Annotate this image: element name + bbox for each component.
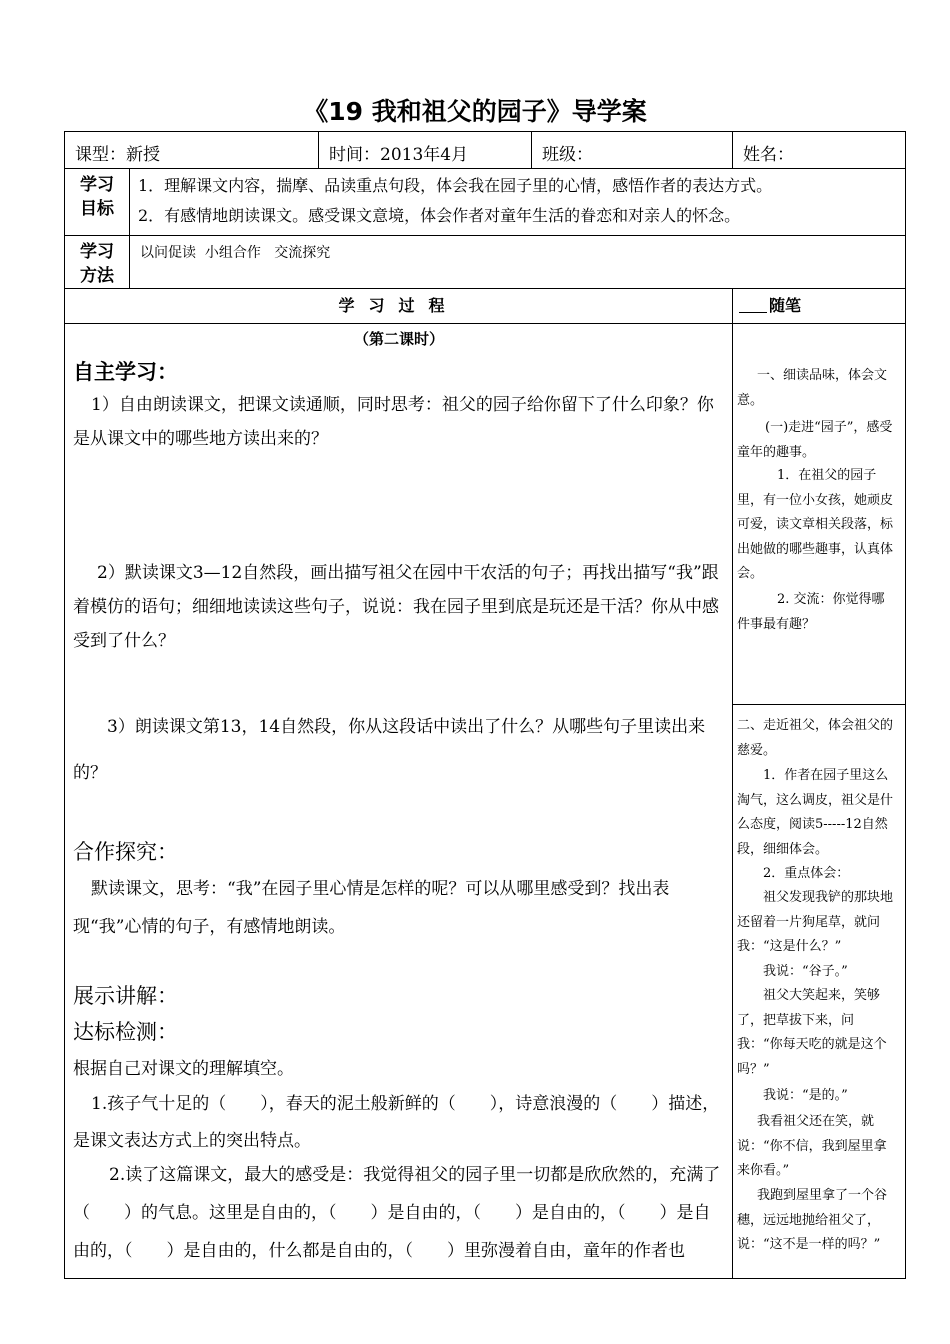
- method-content: [130, 236, 906, 289]
- notes-header: 随笔: [733, 289, 906, 324]
- note-item: 1．作者在园子里这么淘气，这么调皮，祖父是什么态度，阅读5-----12自然段，细细体会。: [737, 768, 894, 857]
- cooperation-heading: 合作探究：: [73, 840, 178, 864]
- note-item: 一、细读品味，体会文意。: [737, 368, 888, 408]
- note-item: 祖父发现我铲的那块地还留着一片狗尾草，就问我：“这是什么？”: [737, 890, 894, 954]
- goal-item: 2．有感情地朗读课文。感受课文意境，体会作者对童年生活的眷恋和对亲人的怀念。: [138, 206, 741, 225]
- note-item: (一)走进“园子”，感受童年的趣事。: [737, 420, 893, 460]
- note-item: 我说：“谷子。”: [763, 964, 848, 979]
- note-item: 2. 交流：你觉得哪件事最有趣？: [737, 592, 885, 632]
- note-item: 我说：“是的。”: [763, 1088, 848, 1103]
- goals-label: 学习目标: [65, 169, 130, 236]
- fill-question-2: 2.读了这篇课文，最大的感受是：我觉得祖父的园子里一切都是欣欣然的，充满了（ ）的气息。这里是自由的，（ ）是自由的，（ ）是自由的，（ ）是自由的，（ ）是自由的，什么都是自由的，（ ）里弥漫着自由，童年的作者也: [73, 1165, 721, 1261]
- note-item: 1．在祖父的园子里，有一位小女孩，她顽皮可爱，读文章相关段落，标出她做的哪些趣事，认真体会。: [737, 468, 894, 581]
- question-1: 1）自由朗读课文，把课文读通顺，同时思考：祖父的园子给你留下了什么印象？你是从课文中的哪些地方读出来的？: [73, 395, 714, 449]
- class-field: 班级：: [542, 145, 593, 165]
- goal-item: 1．理解课文内容，揣摩、品读重点句段，体会我在园子里的心情，感悟作者的表达方式。: [138, 176, 773, 195]
- note-item: 祖父大笑起来，笑够了，把草拔下来，问我：“你每天吃的就是这个吗？”: [737, 988, 887, 1077]
- process-content: [65, 324, 733, 1279]
- page-title: 《19 我和祖父的园子》导学案: [303, 97, 647, 126]
- note-item: 二、走近祖父，体会祖父的慈爱。: [737, 718, 894, 758]
- notes-content: [733, 324, 906, 1279]
- note-item: 我跑到屋里拿了一个谷穗，远远地抛给祖父了，说：“这不是一样的吗？”: [737, 1188, 888, 1252]
- test-heading: 达标检测：: [73, 1020, 178, 1044]
- name-field: 姓名：: [743, 145, 794, 165]
- goals-content: [130, 169, 906, 236]
- self-study-heading: 自主学习：: [73, 360, 178, 384]
- question-2: 2）默读课文3—12自然段，画出描写祖父在园中干农活的句子；再找出描写“我”跟着模仿的语句；细细地读读这些句子，说说：我在园子里到底是玩还是干活？你从中感受到了什么？: [73, 563, 719, 651]
- fill-question-1: 1.孩子气十足的（ ），春天的泥土般新鲜的（ ），诗意浪漫的（ ）描述，是课文表达方式上的突出特点。: [73, 1094, 720, 1151]
- question-3: 3）朗读课文第13，14自然段，你从这段话中读出了什么？从哪些句子里读出来的？: [73, 717, 706, 783]
- name-cell: [733, 132, 906, 169]
- note-item: 我看祖父还在笑，就说：“你不信，我到屋里拿来你看。”: [737, 1114, 887, 1178]
- note-item: 2．重点体会：: [763, 866, 850, 881]
- class-cell: [532, 132, 733, 169]
- course-type-cell: [65, 132, 319, 169]
- method-label: 学习方法: [65, 236, 130, 289]
- time: 时间：2013年4月: [329, 145, 469, 165]
- notes-divider: [733, 704, 905, 705]
- time-cell: [319, 132, 532, 169]
- cooperation-text: 默读课文，思考：“我”在园子里心情是怎样的呢？可以从哪里感受到？找出表现“我”心情的句子，有感情地朗读。: [73, 879, 670, 937]
- worksheet-table: [64, 131, 906, 1279]
- lesson-label: （第二课时）: [353, 330, 444, 348]
- test-intro: 根据自己对课文的理解填空。: [73, 1059, 294, 1079]
- method-text: 以问促读 小组合作 交流探究: [140, 245, 331, 261]
- process-header: 学习过程: [65, 289, 733, 324]
- presentation-heading: 展示讲解：: [73, 984, 178, 1008]
- course-type: 课型：新授: [75, 145, 160, 165]
